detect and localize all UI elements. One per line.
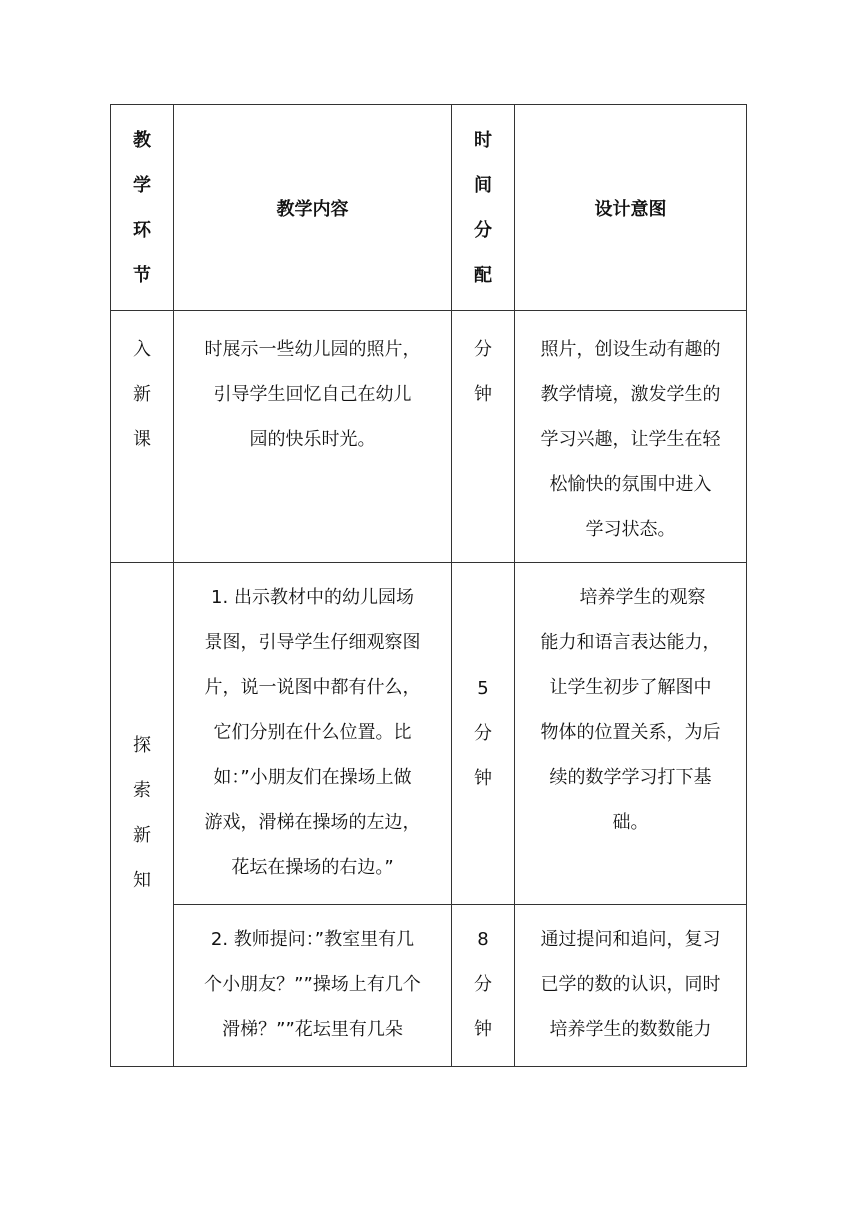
content-cell <box>174 563 452 905</box>
content-line: 时展示一些幼儿园的照片， <box>204 339 421 360</box>
time-text: 钟 <box>474 384 492 405</box>
time-text: 钟 <box>474 768 492 789</box>
intent-line: 已学的数的认识，同时 <box>540 974 721 995</box>
header-time-char: 间 <box>474 174 492 196</box>
content-line: 片，说一说图中都有什么， <box>204 677 421 698</box>
intent-line: 培养学生的观察 <box>579 587 706 608</box>
section-char: 新 <box>133 825 151 846</box>
time-cell <box>452 311 515 563</box>
section-char: 索 <box>133 780 151 801</box>
content-line: 个小朋友？””操场上有几个 <box>204 974 421 995</box>
intent-line: 能力和语言表达能力， <box>540 632 721 653</box>
header-section-char: 节 <box>133 264 151 286</box>
intent-cell <box>515 905 747 1067</box>
header-time-char: 配 <box>474 264 492 286</box>
content-line: 景图，引导学生仔细观察图 <box>204 632 421 653</box>
time-cell <box>452 563 515 905</box>
time-text: 钟 <box>474 1019 492 1040</box>
time-cell <box>452 905 515 1067</box>
header-row <box>111 105 747 311</box>
time-text: 5 <box>477 678 489 699</box>
table-row <box>111 905 747 1067</box>
content-line: 1. 出示教材中的幼儿园场 <box>211 587 414 608</box>
content-line: 如：”小朋友们在操场上做 <box>213 767 412 788</box>
content-line: 滑梯？””花坛里有几朵 <box>222 1019 403 1040</box>
section-char: 课 <box>133 429 151 450</box>
intent-line: 础。 <box>612 812 649 833</box>
header-time-char: 分 <box>474 219 492 241</box>
time-text: 分 <box>474 723 492 744</box>
section-char: 入 <box>133 339 151 360</box>
intent-cell <box>515 563 747 905</box>
table-row <box>111 563 747 905</box>
lesson-plan-table <box>110 104 747 1067</box>
section-char: 知 <box>133 870 151 891</box>
intent-line: 培养学生的数数能力 <box>549 1019 712 1040</box>
content-cell <box>174 311 452 563</box>
time-text: 分 <box>474 974 492 995</box>
intent-cell <box>515 311 747 563</box>
intent-line: 物体的位置关系，为后 <box>540 722 721 743</box>
header-intent-label: 设计意图 <box>594 198 667 220</box>
content-line: 园的快乐时光。 <box>249 429 376 450</box>
header-section-char: 教 <box>133 129 151 151</box>
intent-line: 学习兴趣，让学生在轻 <box>540 429 721 450</box>
header-section-char: 环 <box>133 219 151 241</box>
content-line: 引导学生回忆自己在幼儿 <box>213 384 412 405</box>
content-cell <box>174 905 452 1067</box>
header-content <box>174 105 452 311</box>
header-time-char: 时 <box>474 129 492 151</box>
intent-line: 让学生初步了解图中 <box>549 677 712 698</box>
intent-line: 学习状态。 <box>585 519 676 540</box>
section-char: 新 <box>133 384 151 405</box>
content-line: 花坛在操场的右边。” <box>231 857 394 878</box>
header-content-label: 教学内容 <box>276 198 349 220</box>
content-line: 2. 教师提问：”教室里有几 <box>210 929 415 950</box>
intent-line: 续的数学学习打下基 <box>549 767 712 788</box>
time-text: 8 <box>477 929 489 950</box>
header-section <box>111 105 174 311</box>
header-time <box>452 105 515 311</box>
intent-line: 教学情境，激发学生的 <box>540 384 721 405</box>
intent-line: 松愉快的氛围中进入 <box>549 474 712 495</box>
intent-line: 通过提问和追问，复习 <box>540 929 721 950</box>
time-text: 分 <box>474 339 492 360</box>
section-char: 探 <box>133 735 151 756</box>
content-line: 它们分别在什么位置。比 <box>213 722 412 743</box>
table-row <box>111 311 747 563</box>
content-line: 游戏，滑梯在操场的左边， <box>204 812 421 833</box>
section-cell <box>111 563 174 1067</box>
intent-line: 照片，创设生动有趣的 <box>540 339 721 360</box>
section-cell <box>111 311 174 563</box>
header-section-char: 学 <box>133 174 151 196</box>
header-intent <box>515 105 747 311</box>
